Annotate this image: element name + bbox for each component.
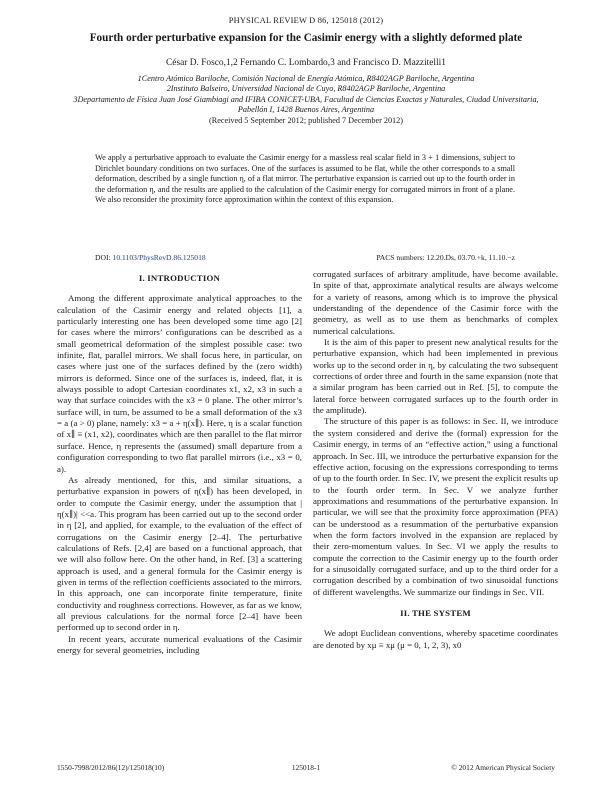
affiliation-1: 1Centro Atómico Bariloche, Comisión Nacional de Energía Atómica, R8402AGP Bariloche, Argentina — [137, 74, 475, 83]
affiliation-2: 2Instituto Balseiro, Universidad Nacional de Cuyo, R8402AGP Bariloche, Argentina — [166, 84, 446, 94]
section-heading-system: II. THE SYSTEM — [400, 607, 471, 618]
abstract: We apply a perturbative approach to evaluate the Casimir energy for a massless real scalar field in 3 + 1 dimensions, subject to Dirichlet boundary conditions on two surfaces. One of the surfaces is assumed to be flat, while the other corresponds to a small deformation, described by a single function η, of a flat mirror. The perturbative expansion is carried out up to the fourth order in the deformation η, and the results are applied to the calculation of the Casimir energy for corrugated mirrors in front of a plane. We also reconsider the proximity force approximation within the context of this expansion. — [95, 153, 515, 205]
affiliations — [70, 74, 542, 126]
section-heading-introduction: I. INTRODUCTION — [138, 273, 221, 283]
running-head: PHYSICAL REVIEW D 86, 125018 (2012) — [228, 16, 384, 25]
right-column — [313, 269, 558, 651]
left-column — [57, 269, 302, 656]
affiliation-3: 3Departamento de Física Juan José Giambiagi and IFIBA CONICET-UBA, Facultad de Ciencias Exactas y Naturales, Ciudad Universitaria, Pabellón I, 1428 Buenos Aires, Argentina — [73, 94, 539, 115]
footer-copyright: © 2012 American Physical Society — [451, 763, 555, 772]
system-paragraph-1: We adopt Euclidean conventions, whereby spacetime coordinates are denoted by xμ ≡ xμ (μ = 0, 1, 2, 3), x0 — [313, 628, 558, 650]
intro-paragraph-3-continued: corrugated surfaces of arbitrary amplitude, have become available. In spite of that, approximate analytical results are always welcome for a variety of reasons, among which is to improve the physical understanding of the dependence of the Casimir force with the geometry, as well as to use them as benchmarks of complex numerical calculations. — [313, 269, 558, 336]
intro-paragraph-2: As already mentioned, for this, and similar situations, a perturbative expansion in powers of η(x∥) has been developed, in order to compute the Casimir energy, under the assumption that |η(x∥)| <<a. This program has been carried out up to the second order in η [2], and applied, for example, to the evaluation of the effect of corrugations on the Casimir energy [2–4]. The perturbative calculations of Refs. [2,4] are based on a functional approach, that we will also follow here. On the other hand, in Ref. [3] a scattering approach is used, and a general formula for the Casimir energy is given in terms of the reflection coefficients associated to the mirrors. In this approach, one can incorporate finite temperature, finite conductivity and roughness corrections. However, as far as we know, all previous calculations for the normal force [2–4] have been performed up to second order in η. — [57, 474, 302, 633]
doi-label: DOI: — [95, 253, 111, 262]
intro-paragraph-5: The structure of this paper is as follows: in Sec. II, we introduce the system considered and derive the (formal) expression for the Casimir energy, in terms of an “effective action,” using a functional approach. In Sec. III, we introduce the perturbative expansion for the effective action, focusing on the expressions corresponding to terms of up to the fourth order. In Sec. IV, we present the explicit results up to the fourth order term. In Sec. V we analyze further approximations and resummations of the perturbative expansion. In particular, we will see that the proximity force approximation (PFA) can be understood as a resummation of the perturbative expansion when the form factors involved in the expansion are replaced by their zero-momentum values. In Sec. VI we apply the results to compute the correction to the Casimir energy up to the fourth order for a sinusoidally corrugated surface, and up to the third order for a corrugation described by a combination of two sinusoidal functions of different wavelengths. We summarize our findings in Sec. VII. — [313, 416, 558, 597]
paper-title: Fourth order perturbative expansion for the Casimir energy with a slightly deformed plate — [89, 32, 523, 44]
pacs-numbers: PACS numbers: 12.20.Ds, 03.70.+k, 11.10.−z — [376, 253, 515, 262]
doi-line — [95, 253, 206, 262]
doi-link[interactable]: 10.1103/PhysRevD.86.125018 — [112, 253, 206, 262]
intro-paragraph-4: It is the aim of this paper to present new analytical results for the perturbative expansion, which had been implemented in previous works up to the second order in η, by calculating the two subsequent corrections of order three and fourth in the same expansion (note that a similar program has been carried out in Ref. [5], to compute the lateral force between corrugated surfaces up to the fourth order in the amplitude). — [313, 337, 558, 416]
footer-issn: 1550-7998/2012/86(12)/125018(10) — [57, 763, 165, 772]
footer-page-number: 125018-1 — [291, 763, 321, 772]
intro-paragraph-1: Among the different approximate analytical approaches to the calculation of the Casimir energy and related objects [1], a particularly interesting one has been developed some time ago [2] for cases where the mirrors’ configurations can be described as a small geometrical deformation of the simplest possible case: two infinite, flat, parallel mirrors. We shall focus here, in particular, on cases where just one of the surfaces defined by the (zero width) mirrors is deformed. Since one of the surfaces is, indeed, flat, it is always possible to adopt Cartesian coordinates x1, x2, x3 in such a way that surface coincides with the x3 = 0 plane. The other mirror’s surface will, in turn, be assumed to be a small deformation of the x3 = a (a > 0) plane, namely: x3 = a + η(x∥). Here, η is a scalar function of x∥ ≡ (x1, x2), coordinates which are then parallel to the flat mirror surface. Hence, η represents the (assumed) small departure from a configuration corresponding to two flat parallel mirrors (i.e., x3 = 0, a). — [57, 293, 302, 474]
author-list: César D. Fosco,1,2 Fernando C. Lombardo,3 and Francisco D. Mazzitelli1 — [166, 58, 446, 68]
intro-paragraph-3: In recent years, accurate numerical evaluations of the Casimir energy for several geometries, including — [57, 633, 302, 655]
received-published-dates: (Received 5 September 2012; published 7 December 2012) — [209, 115, 403, 125]
